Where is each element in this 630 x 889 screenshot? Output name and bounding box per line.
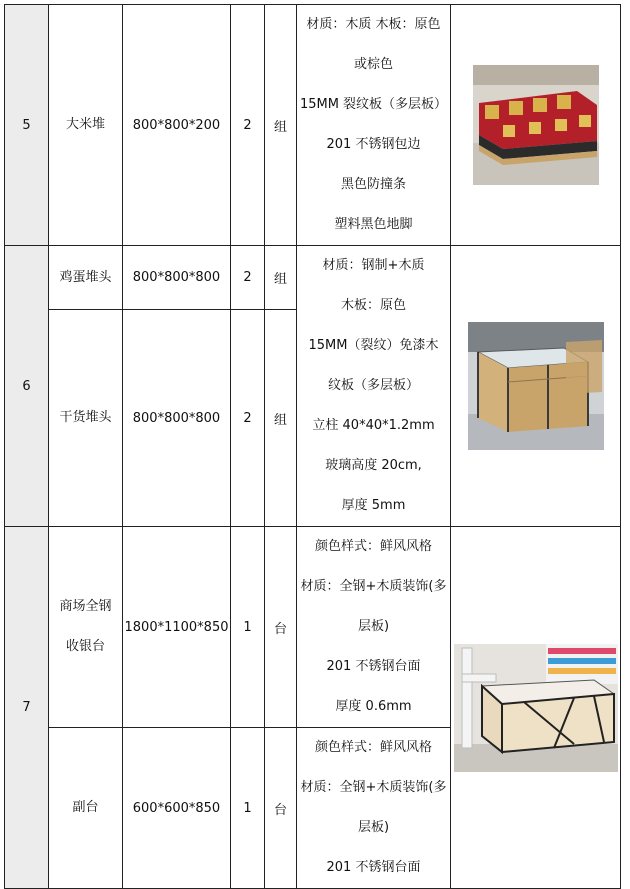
description-line: 201 不锈钢包边 [326,137,421,152]
description-line: 纹板（多层板） [327,378,419,393]
item-name [49,728,123,889]
item-unit: 组 [265,310,297,527]
description-line: 立柱 40*40*1.2mm [312,418,435,433]
item-quantity: 2 [231,246,265,310]
description-line: 15MM 裂纹板（多层板） [299,97,448,112]
description-line: 201 不锈钢台面 [326,659,421,674]
item-photo-cell [451,527,621,889]
table-row-5 [5,5,621,246]
checkout-counter-photo [454,644,618,772]
description-line: 厚度 0.6mm [335,699,412,714]
item-quantity: 1 [231,527,265,728]
description-line: 层板) [357,820,390,835]
item-size: 800*800*800 [123,310,231,527]
description-line: 颜色样式：鲜风风格 [314,539,432,554]
item-size: 600*600*850 [123,728,231,889]
item-photo-cell [451,5,621,246]
item-quantity: 2 [231,5,265,246]
description-line: 材质：全钢+木质装饰(多 [300,579,447,594]
description-line: 15MM（裂纹）免漆木 [308,338,439,353]
description-line: 层板) [357,619,390,634]
description-line: 塑料黑色地脚 [334,217,413,232]
item-name-line: 商场全钢 [59,599,112,614]
item-unit: 组 [265,5,297,246]
description-line: 玻璃高度 20cm, [325,458,422,473]
description-line: 材质：全钢+木质装饰(多 [300,780,447,795]
item-name [49,527,123,728]
item-name [49,246,123,310]
item-unit: 台 [265,728,297,889]
item-number: 7 [5,527,49,889]
item-size: 800*800*200 [123,5,231,246]
item-name-line: 干货堆头 [59,410,112,426]
item-name-line: 收银台 [65,639,105,654]
table-row-7a [5,527,621,728]
rice-display-stack-photo [473,65,599,185]
description-line: 材质：钢制+木质 [322,258,425,273]
item-unit: 组 [265,246,297,310]
item-name [49,5,123,246]
item-size: 1800*1100*850 [123,527,231,728]
item-description [297,728,451,889]
item-quantity: 2 [231,310,265,527]
description-line: 或棕色 [353,57,393,72]
item-photo-cell [451,246,621,527]
item-name-line: 大米堆 [65,117,105,132]
item-quantity: 1 [231,728,265,889]
description-line: 颜色样式：鲜风风格 [314,740,432,755]
item-name-line: 鸡蛋堆头 [59,269,112,285]
item-number: 5 [5,5,49,246]
item-size: 800*800*800 [123,246,231,310]
glass-bin-display-photo [468,322,604,450]
item-name [49,310,123,527]
table-row-6a [5,246,621,310]
item-description [297,5,451,246]
item-name-line: 副台 [72,800,99,815]
description-line: 材质：木质 木板：原色 [306,17,441,32]
item-description [297,246,451,527]
spec-table [4,4,621,889]
description-line: 厚度 5mm [341,498,406,513]
item-description [297,527,451,728]
item-unit: 台 [265,527,297,728]
description-line: 木板：原色 [340,298,406,313]
description-line: 黑色防撞条 [340,177,406,192]
description-line: 201 不锈钢台面 [326,860,421,875]
item-number: 6 [5,246,49,527]
